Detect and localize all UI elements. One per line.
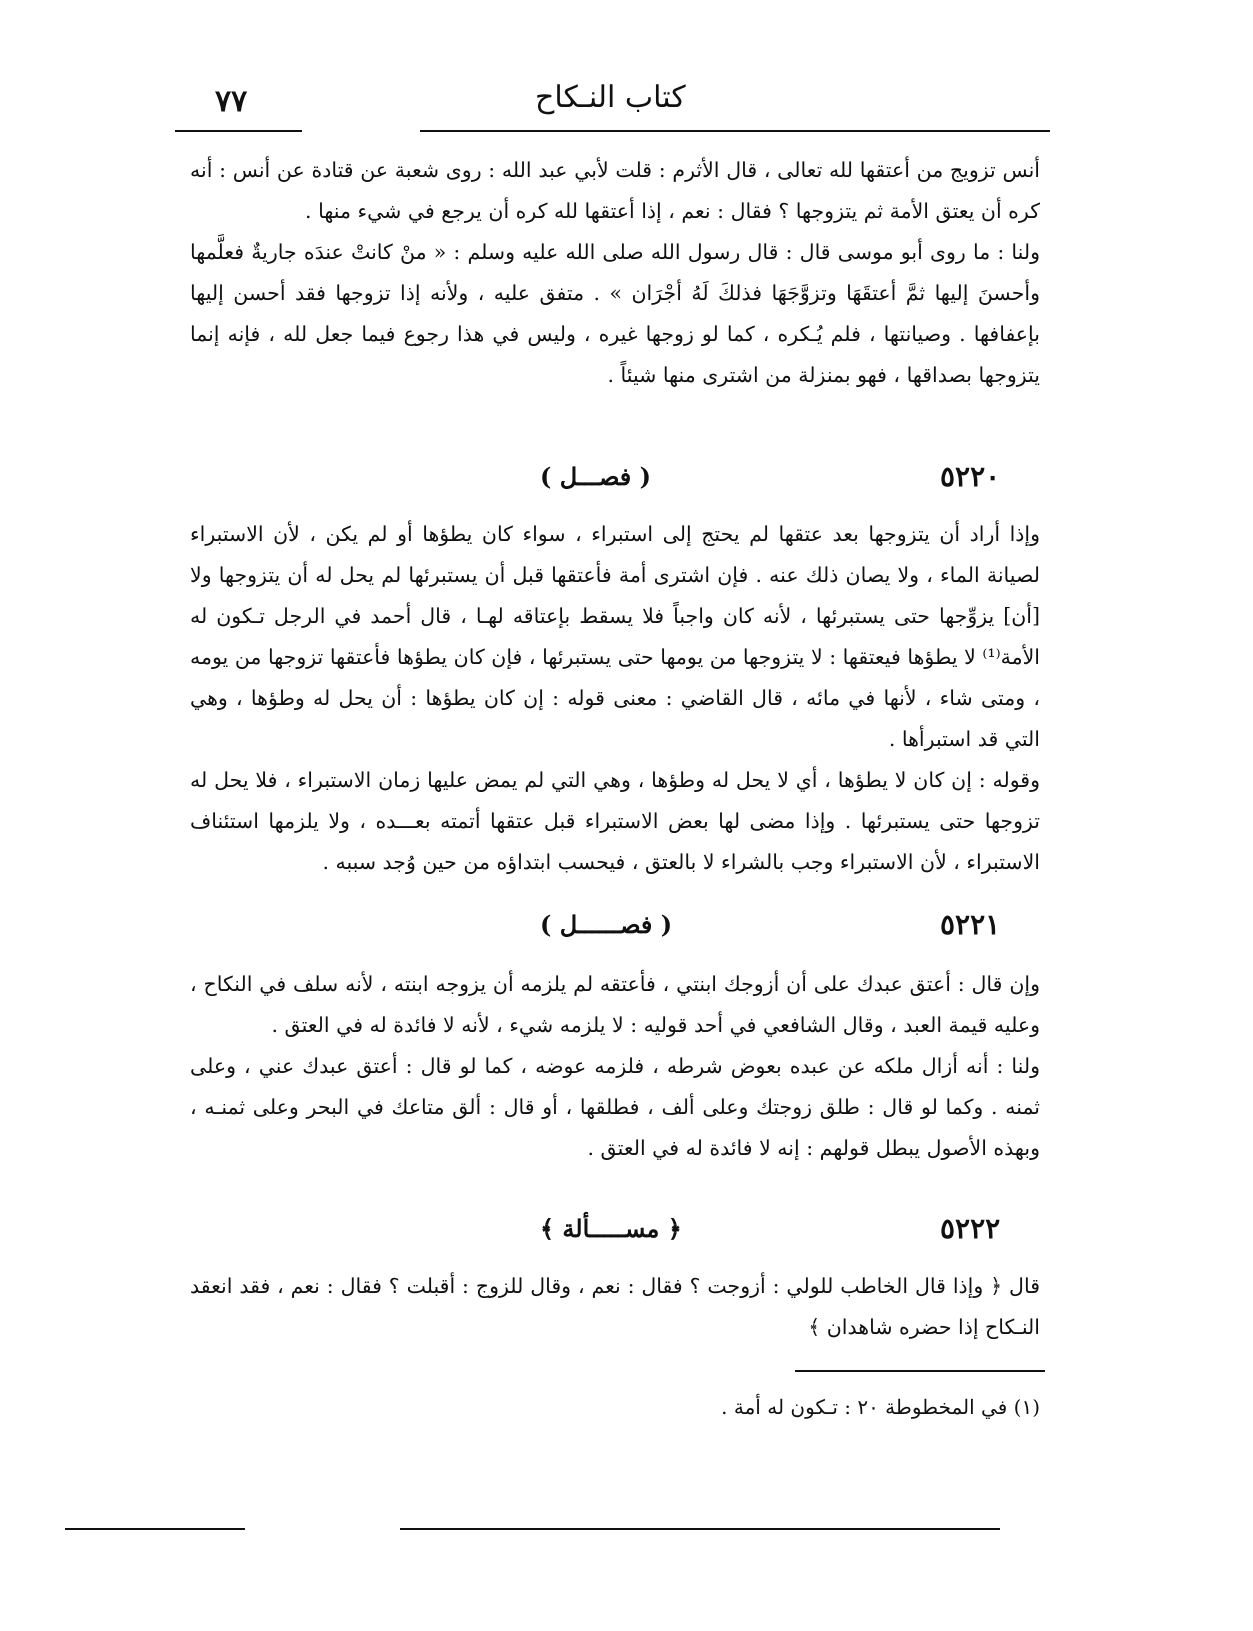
footnote-separator <box>795 1370 1045 1372</box>
bottom-rule-left <box>65 1528 245 1530</box>
section-number: ٥٢٢٢ <box>940 1212 1001 1245</box>
paragraph: وقوله : إن كان لا يطؤها ، أي لا يحل له وطؤها ، وهي التي لم يمض عليها زمان الاستبراء ، فلا يحل له تزوجها حتى يستبرئها . وإذا مضى لها بعض الاستبراء قبل عتقها أتمته بعـــده ، ولا يلزمها استئناف الاستبراء ، لأن الاستبراء وجب بالشراء لا بالعتق ، فيحسب ابتداؤه من حين وُجد سببه . <box>190 768 1040 874</box>
page-number: ٧٧ <box>215 84 248 119</box>
section-title: ( فصـــل ) <box>540 462 651 491</box>
paragraph: ولنا : أنه أزال ملكه عن عبده بعوض شرطه ، فلزمه عوضه ، كما لو قال : أعتق عبدك عني ، وعلى ثمنه . وكما لو قال : طلق زوجتك وعلى ألف ، فطلقها ، أو قال : ألق متاعك في البحر وعلى ثمنـه ، وبهذه الأصول يبطل قولهم : إنه لا فائدة له في العتق . <box>190 1054 1040 1160</box>
text-block-3 <box>190 964 1040 1169</box>
paragraph: وإن قال : أعتق عبدك على أن أزوجك ابنتي ، فأعتقه لم يلزمه أن يزوجه ابنته ، لأنه سلف في النكاح ، وعليه قيمة العبد ، وقال الشافعي في أحد قوليه : لا يلزمه شيء ، لأنه لا فائدة له في العتق . <box>190 972 1040 1037</box>
header-rule-right <box>420 130 1050 132</box>
section-title: ﴿ مســـــألة ﴾ <box>540 1214 682 1243</box>
running-title: كتاب النـكاح <box>535 80 686 115</box>
paragraph: أنس تزويج من أعتقها لله تعالى ، قال الأثرم : قلت لأبي عبد الله : روى شعبة عن قتادة عن أنس : أنه كره أن يعتق الأمة ثم يتزوجها ؟ فقال : نعم ، إذا أعتقها لله كره أن يرجع في شيء منها . <box>190 158 1040 223</box>
paragraph: وإذا أراد أن يتزوجها بعد عتقها لم يحتج إلى استبراء ، سواء كان يطؤها أو لم يكن ، لأن الاستبراء لصيانة الماء ، ولا يصان ذلك عنه . فإن اشترى أمة فأعتقها قبل أن يستبرئها لم يحل له أن يتزوجها ولا [أن] يزوِّجها حتى يستبرئها ، لأنه كان واجباً فلا يسقط بإعتاقه لهـا ، قال أحمد في الرجل تـكون له الأمة⁽¹⁾ لا يطؤها فيعتقها : لا يتزوجها من يومها حتى يستبرئها ، فإن كان يطؤها فأعتقها تزوجها من يومه ، ومتى شاء ، لأنها في مائه ، قال القاضي : معنى قوله : إن كان يطؤها : أن يحل له وطؤها ، وهي التي قد استبرأها . <box>190 522 1040 751</box>
section-number: ٥٢٢١ <box>940 908 1001 941</box>
text-block-2 <box>190 514 1040 883</box>
footnote: (١) في المخطوطة ٢٠ : تـكون له أمة . <box>721 1395 1040 1419</box>
section-heading-5221 <box>190 908 1040 952</box>
paragraph: ولنا : ما روى أبو موسى قال : قال رسول الله صلى الله عليه وسلم : « منْ كانتْ عندَه جاريةٌ فعلَّمها وأحسنَ إليها ثمَّ أعتقَهَا وتزوَّجَهَا فذلكَ لَهُ أجْرَان » . متفق عليه ، ولأنه إذا تزوجها فقد أحسن إليها بإعفافها . وصيانتها ، فلم يُـكره ، كما لو زوجها غيره ، وليس في هذا رجوع فيما جعل لله ، فإنه إنما يتزوجها بصداقها ، فهو بمنزلة من اشترى منها شيئاً . <box>190 240 1040 387</box>
section-heading-5220 <box>190 460 1040 504</box>
paragraph: قال ﴿ وإذا قال الخاطب للولي : أزوجت ؟ فقال : نعم ، وقال للزوج : أقبلت ؟ فقال : نعم ، فقد انعقد النـكاح إذا حضره شاهدان ﴾ <box>190 1274 1040 1339</box>
bottom-rule-right <box>400 1528 1000 1530</box>
section-number: ٥٢٢٠ <box>940 460 1001 493</box>
text-block-1 <box>190 150 1040 396</box>
text-block-4 <box>190 1266 1040 1348</box>
section-heading-5222 <box>190 1212 1040 1256</box>
section-title: ( فصــــــل ) <box>540 910 673 939</box>
header-rule-left <box>175 130 302 132</box>
